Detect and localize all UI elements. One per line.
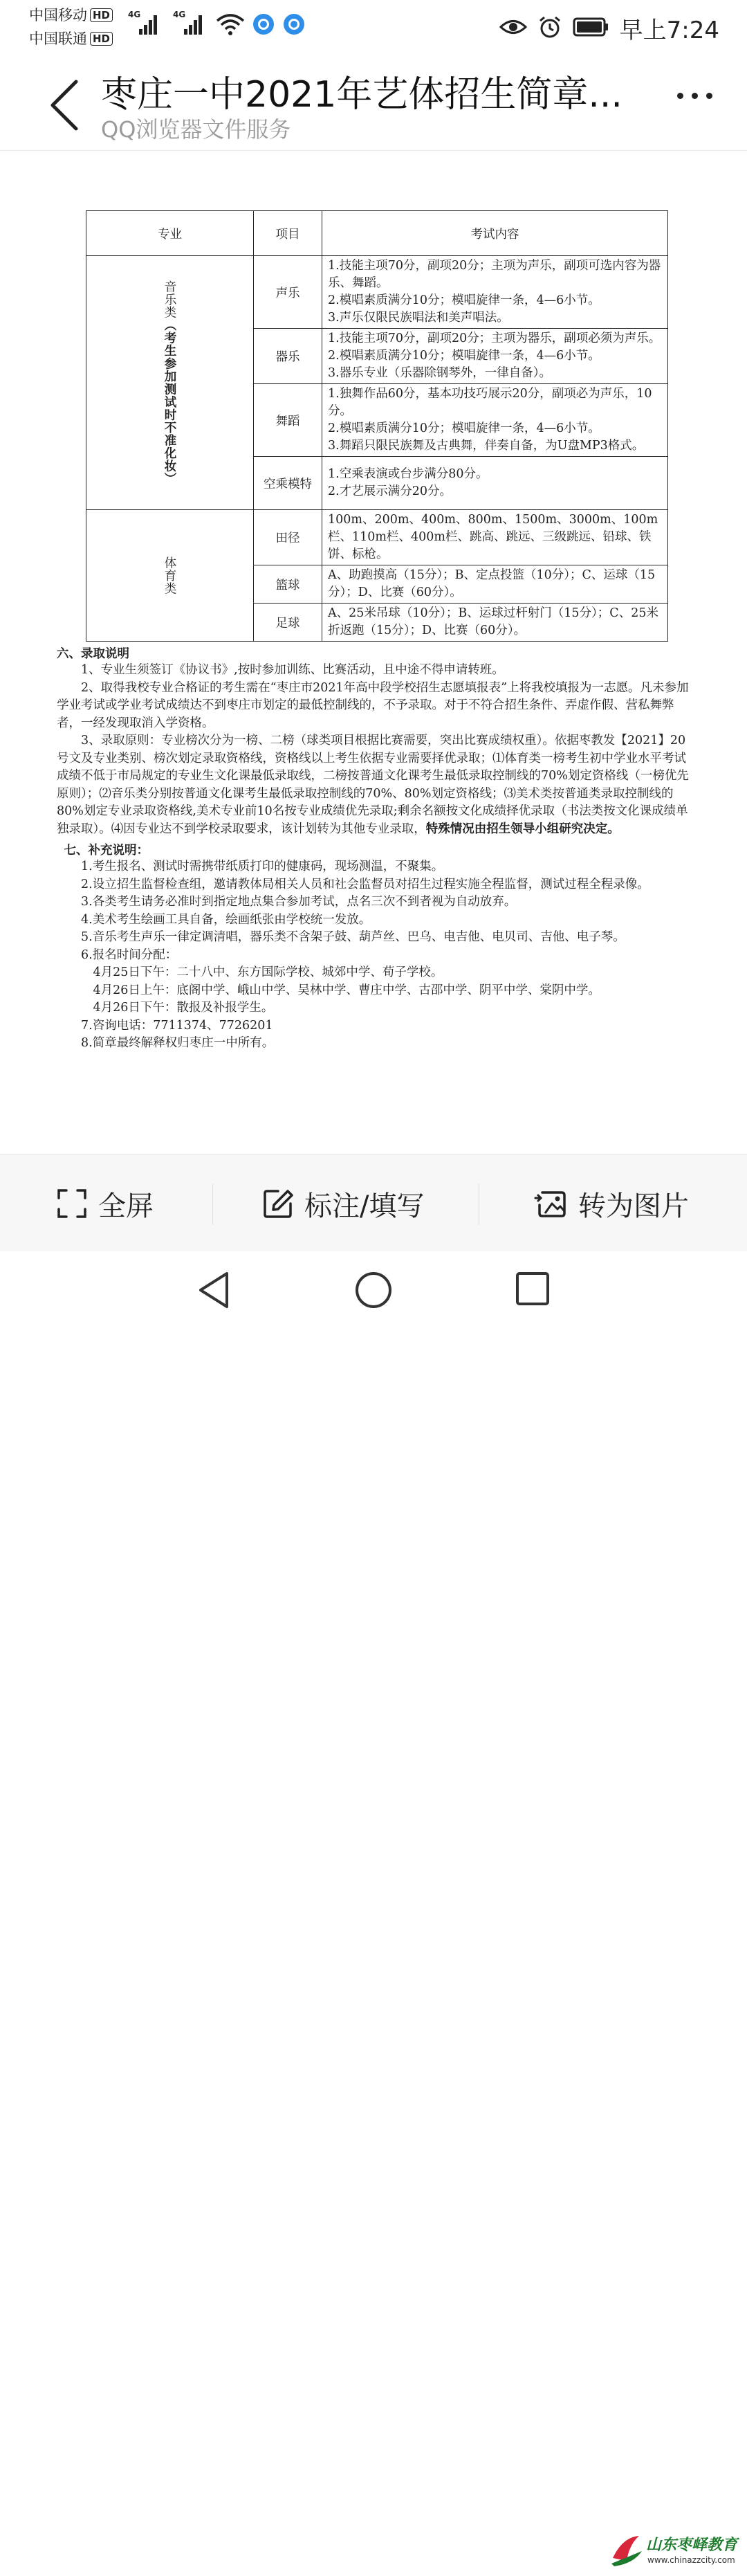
more-dot-icon — [692, 93, 698, 99]
table-cell-item: 篮球 — [254, 565, 322, 604]
signal-1-icon — [128, 10, 158, 40]
content-line: 1.技能主项70分，副项20分；主项为器乐，副项必须为声乐。 — [328, 332, 661, 345]
music-major-label — [161, 280, 178, 485]
s7-item: 5.音乐考生声乐一律定调清唱，器乐类不含架子鼓、葫芦丝、巴乌、电吉他、电贝司、吉他、电子琴。 — [81, 930, 625, 944]
table-cell-item: 田径 — [254, 510, 322, 565]
app-notification-2-icon — [282, 12, 306, 39]
app-notification-icon — [252, 12, 275, 39]
document-viewer[interactable] — [0, 151, 747, 1154]
content-line: 2.才艺展示满分20分。 — [328, 484, 452, 498]
table-cell-content — [322, 510, 668, 565]
carrier-primary — [29, 4, 113, 25]
table-header: 考试内容 — [322, 211, 668, 256]
signal-2-icon — [173, 10, 203, 40]
watermark-logo-icon — [609, 2530, 645, 2569]
s7-item: 8.简章最终解释权归枣庄一中所有。 — [81, 1036, 275, 1050]
fullscreen-button[interactable] — [57, 1155, 154, 1252]
content-line: 2.模唱素质满分10分；模唱旋律一条，4—6小节。 — [328, 349, 600, 363]
content-line: 1.空乘表演或台步满分80分。 — [328, 467, 488, 481]
content-line: 3.器乐专业（乐器除钢琴外，一律自备）。 — [328, 366, 551, 380]
back-button[interactable] — [46, 76, 87, 131]
section-6-paragraph-2: 2、取得我校专业合格证的考生需在“枣庄市2021年高中段学校招生志愿填报表”上将我校填报为一志愿。凡未参加学业考试或学业考试成绩达不到枣庄市划定的最低控制线的，不予录取。对于不符合招生条件、弄虚作假、营私舞弊者，一经发现取消入学资格。 — [57, 680, 689, 730]
status-bar — [0, 0, 747, 57]
nav-recent-button[interactable] — [515, 1271, 551, 1309]
content-line: A、25米吊球（10分）；B、运球过杆射门（15分）；C、25米折返跑（15分）；D、比赛（60分）。 — [328, 606, 658, 637]
table-cell-content — [322, 565, 668, 604]
music-major-cell — [86, 256, 254, 510]
system-navigation-bar — [0, 1251, 747, 2565]
nav-home-button[interactable] — [354, 1271, 393, 1312]
s7-item: 4.美术考生绘画工具自备，绘画纸张由学校统一发放。 — [81, 912, 371, 927]
music-major-text: 音乐类 — [163, 280, 176, 319]
watermark-url: www.chinazzcity.com — [647, 2555, 735, 2565]
table-cell-content — [322, 256, 668, 329]
circle-home-icon — [354, 1271, 393, 1309]
network-1-label: 4G — [128, 10, 141, 19]
schedule-item: 4月25日下午：二十八中、东方国际学校、城郊中学、荀子学校。 — [93, 965, 443, 979]
edit-icon — [263, 1188, 293, 1219]
app-header — [0, 57, 747, 151]
network-2-label: 4G — [173, 10, 186, 19]
content-line: 1.技能主项70分，副项20分；主项为声乐，副项可选内容为器乐、舞蹈。 — [328, 259, 661, 290]
more-dot-icon — [706, 93, 712, 99]
sports-major-label: 体育类 — [163, 556, 176, 595]
sports-major-cell — [86, 510, 254, 642]
section-6-paragraph-1: 1、专业生须签订《协议书》,按时参加训练、比赛活动，且中途不得申请转班。 — [81, 663, 504, 677]
document-page — [57, 210, 693, 1053]
table-cell-item: 器乐 — [254, 329, 322, 384]
content-line: A、助跑摸高（15分）；B、定点投篮（10分）；C、运球（15分）；D、比赛（60分）。 — [328, 568, 656, 599]
s7-item: 1.考生报名、测试时需携带纸质打印的健康码，现场测温，不聚集。 — [81, 860, 444, 873]
content-line: 100m、200m、400m、800m、1500m、3000m、100m栏、110m栏、400m栏、跳高、跳远、三级跳远、铅球、铁饼、标枪。 — [328, 513, 658, 561]
section-7-title: 七、补充说明： — [64, 844, 149, 858]
clock: 早上7:24 — [619, 17, 719, 44]
s6-p3-bold-text: 特殊情况由招生领导小组研究决定。 — [425, 822, 620, 836]
schedule-item: 4月26日上午：底阁中学、峨山中学、吴林中学、曹庄中学、古邵中学、阴平中学、棠阴中学。 — [93, 983, 600, 997]
table-cell-content — [322, 384, 668, 457]
annotate-label: 标注/填写 — [304, 1190, 425, 1222]
section-6-paragraph-3 — [57, 732, 693, 838]
wifi-icon — [216, 12, 245, 39]
document-title: 枣庄一中2021年艺体招生简章... — [101, 74, 622, 116]
more-dot-icon — [677, 93, 683, 99]
table-row — [86, 256, 668, 329]
battery-icon — [573, 17, 609, 39]
table-header: 专业 — [86, 211, 254, 256]
table-cell-item: 空乘模特 — [254, 457, 322, 510]
table-cell-content — [322, 457, 668, 510]
triangle-back-icon — [196, 1271, 231, 1309]
table-header: 项目 — [254, 211, 322, 256]
table-cell-item: 舞蹈 — [254, 384, 322, 457]
toolbar-divider — [212, 1184, 213, 1224]
content-line: 3.声乐仅限民族唱法和美声唱法。 — [328, 311, 509, 325]
carrier-2-label: 中国联通 — [29, 30, 87, 47]
fullscreen-label: 全屏 — [98, 1190, 154, 1222]
content-line: 1.独舞作品60分，基本功技巧展示20分，副项必为声乐，10分。 — [328, 387, 652, 418]
carrier-secondary — [29, 28, 113, 48]
table-cell-content — [322, 329, 668, 384]
site-watermark — [609, 2530, 747, 2576]
content-line: 3.舞蹈只限民族舞及古典舞，伴奏自备，为U盘MP3格式。 — [328, 439, 645, 453]
content-line: 2.模唱素质满分10分；模唱旋律一条，4—6小节。 — [328, 293, 600, 307]
chevron-left-icon — [46, 76, 87, 131]
exam-table — [86, 210, 668, 642]
annotate-button[interactable] — [263, 1155, 424, 1252]
carrier-1-label: 中国移动 — [29, 7, 87, 24]
bottom-toolbar — [0, 1154, 747, 1252]
hd-badge: HD — [90, 8, 113, 22]
table-cell-item: 足球 — [254, 604, 322, 642]
schedule-item: 4月26日下午：散报及补报学生。 — [93, 1001, 274, 1015]
alarm-icon — [538, 15, 562, 42]
s7-item: 3.各类考生请务必准时到指定地点集合参加考试，点名三次不到者视为自动放弃。 — [81, 895, 517, 909]
document-source: QQ浏览器文件服务 — [101, 116, 291, 143]
s7-item: 2.设立招生监督检查组，邀请教体局相关人员和社会监督员对招生过程实施全程监督，测试过程全程录像。 — [81, 877, 649, 891]
eye-comfort-icon — [499, 17, 527, 40]
convert-to-image-label: 转为图片 — [578, 1190, 689, 1222]
more-options-button[interactable] — [677, 93, 712, 99]
nav-back-button[interactable] — [196, 1271, 231, 1312]
fullscreen-icon — [57, 1188, 87, 1219]
s7-item: 7.咨询电话：7711374、7726201 — [81, 1018, 273, 1033]
table-row — [86, 510, 668, 565]
square-recent-icon — [515, 1271, 551, 1307]
convert-to-image-button[interactable] — [534, 1155, 689, 1252]
table-cell-item: 声乐 — [254, 256, 322, 329]
image-convert-icon — [534, 1188, 567, 1219]
hd-badge-2: HD — [90, 32, 113, 46]
s6-p3-text: 3、录取原则：专业榜次分为一榜、二榜（球类项目根据比赛需要，突出比赛成绩权重）。依据枣教发【2021】20号文及专业类别、榜次划定录取资格线，资格线以上考生依据专业需要择优录取；⑴体育类一榜考生初中学业水平考试成绩不低于市局规定的专业生文化课最低录取线，二榜按普通文化课考生最低录取控制线的70%划定资格线（一榜优先原则）；⑵音乐类分别按普通文化课考生最低录取控制线的70%、80%划定资格线；⑶美术类按普通类录取控制线的80%划定专业录取资格线,美术专业前10名按专业成绩优先录取;剩余名额按文化成绩择优录取（书法类按文化课成绩单独录取）。⑷因专业达不到学校录取要求，该计划转为其他专业录取， — [57, 734, 689, 836]
table-cell-content — [322, 604, 668, 642]
s7-item: 6.报名时间分配： — [81, 947, 178, 962]
status-right-group — [499, 11, 719, 45]
watermark-name: 山东枣峄教育 — [646, 2537, 738, 2554]
section-6-title: 六、录取说明 — [57, 647, 129, 661]
table-header-row — [86, 211, 668, 256]
content-line: 2.模唱素质满分10分；模唱旋律一条，4—6小节。 — [328, 421, 600, 435]
music-note-text: （考生参加测试时不准化妆） — [163, 318, 176, 485]
